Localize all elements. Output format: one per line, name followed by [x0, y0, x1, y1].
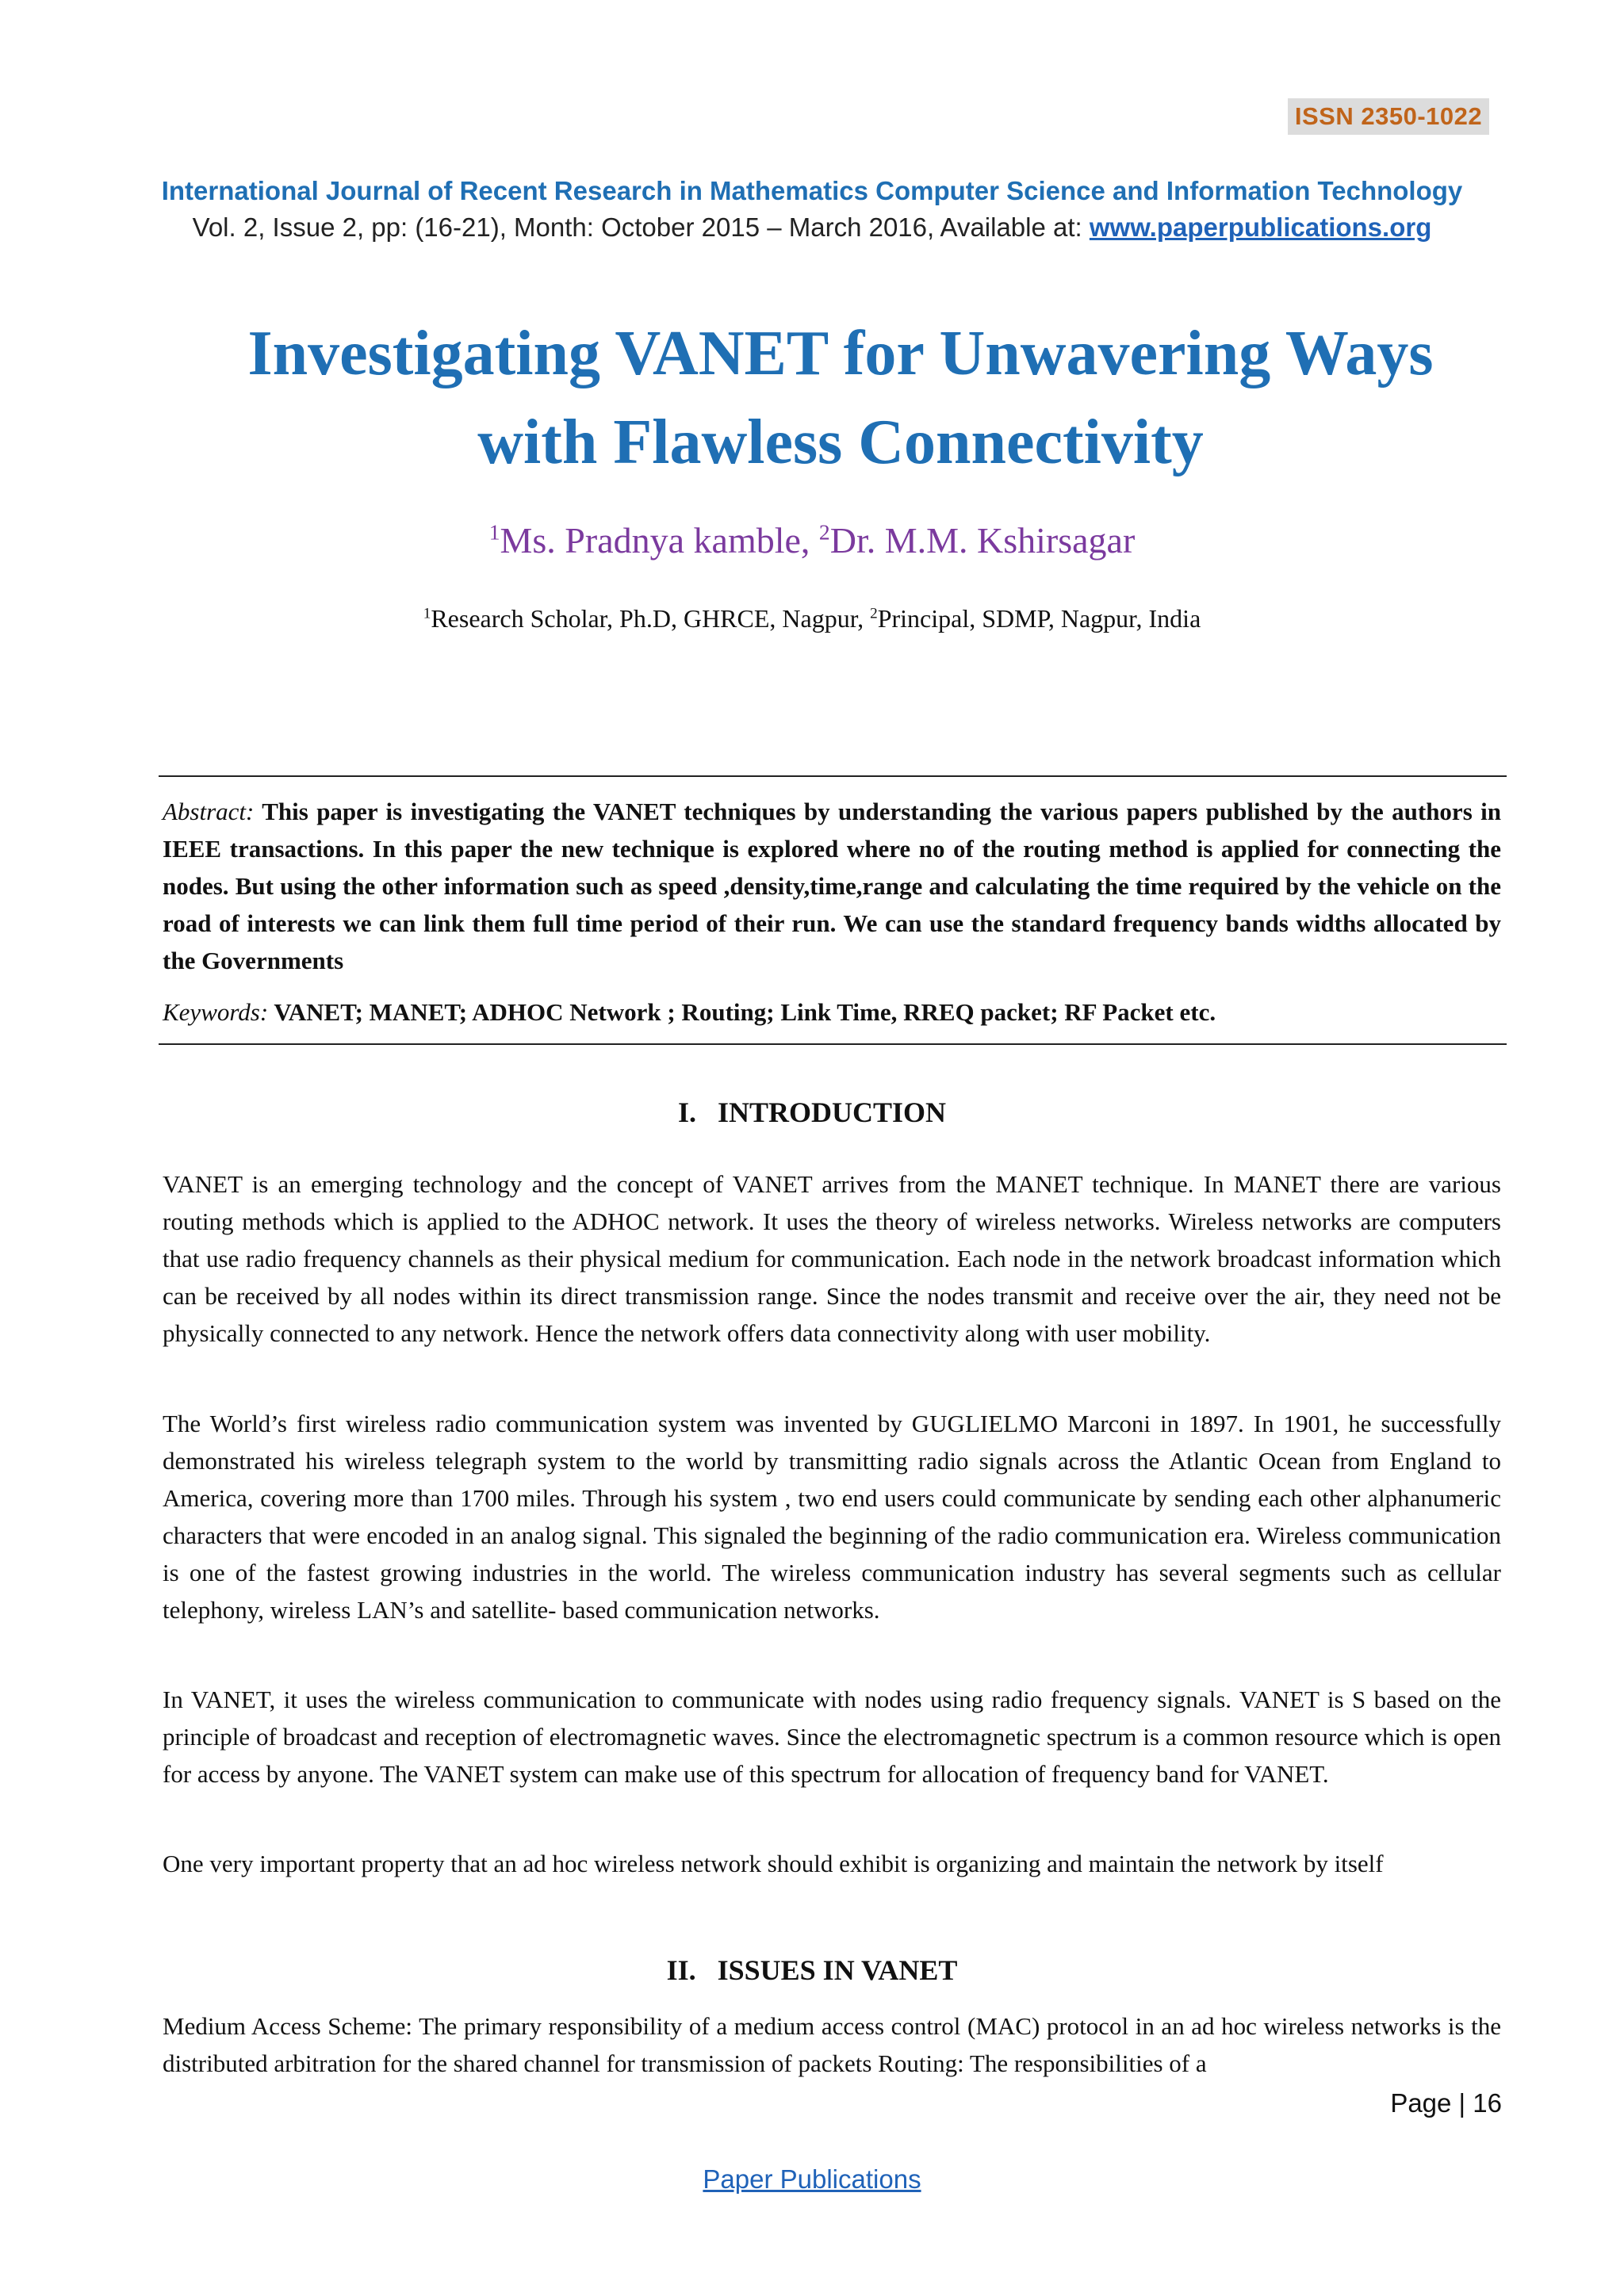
volume-text: Vol. 2, Issue 2, pp: (16-21), Month: October 2015 – March 2016, Available at: [192, 212, 1090, 242]
title-line-1: Investigating VANET for Unwavering Ways [247, 319, 1434, 388]
affil-2-marker: 2 [870, 605, 878, 622]
abstract [163, 793, 1501, 979]
section-heading-introduction: I. INTRODUCTION [677, 1096, 947, 1128]
keywords-text: VANET; MANET; ADHOC Network ; Routing; Link Time, RREQ packet; RF Packet etc. [268, 998, 1216, 1026]
author-1-marker: 1 [488, 519, 500, 545]
intro-paragraph-3: In VANET, it uses the wireless communication to communicate with nodes using radio frequency signals. VANET is S based on the principle of broadcast and reception of electromagnetic waves. Since the electromagnetic spectrum is a common resource which is open for access by anyone. The VANET system can make use of this spectrum for allocation of frequency band for VANET. [163, 1686, 1501, 1788]
abstract-top-rule [159, 775, 1507, 777]
intro-paragraph-1: VANET is an emerging technology and the concept of VANET arrives from the MANET technique. In MANET there are various routing methods which is applied to the ADHOC network. It uses the theory of wireless networks. Wireless networks are computers that use radio frequency channels as their physical medium for communication. Each node in the network broadcast information which can be received by all nodes within its direct transmission range. Since the nodes transmit and receive over the air, they need not be physically connected to any network. Hence the network offers data connectivity along with user mobility. [163, 1170, 1501, 1347]
section-heading-issues: II. ISSUES IN VANET [666, 1954, 958, 1986]
publisher-link[interactable]: Paper Publications [703, 2164, 921, 2194]
affiliations [0, 601, 1624, 636]
website-link[interactable]: www.paperpublications.org [1089, 212, 1432, 242]
affiliation-1: Research Scholar, Ph.D, GHRCE, Nagpur, [431, 604, 871, 633]
volume-info [0, 209, 1624, 246]
journal-title: International Journal of Recent Research in Mathematics Computer Science and Information Technology [161, 176, 1463, 205]
abstract-text: This paper is investigating the VANET techniques by understanding the various papers published by the authors in IEEE transactions. In this paper the new technique is explored where no of the routing method is applied for connecting the nodes. But using the other information such as speed ,density,time,range and calculating the time required by the vehicle on the road of interests we can link them full time period of their run. We can use the standard frequency bands widths allocated by the Governments [163, 798, 1501, 974]
page-number: Page | 16 [1390, 2088, 1502, 2118]
author-2-marker: 2 [818, 519, 830, 545]
affil-1-marker: 1 [423, 605, 431, 622]
authors [0, 515, 1624, 566]
abstract-label: Abstract: [163, 798, 255, 825]
abstract-bottom-rule [159, 1043, 1507, 1045]
title-line-2: with Flawless Connectivity [477, 408, 1204, 477]
intro-paragraph-2: The World’s first wireless radio communication system was invented by GUGLIELMO Marconi in 1897. In 1901, he successfully demonstrated his wireless telegraph system to the world by transmitting radio signals across the Atlantic Ocean from England to America, covering more than 1700 miles. Through his system , two end users could communicate by sending each other alphanumeric characters that were encoded in an analog signal. This signaled the beginning of the radio communication era. Wireless communication is one of the fastest growing industries in the world. The wireless communication industry has several segments such as cellular telephony, wireless LAN’s and satellite- based communication networks. [163, 1410, 1501, 1624]
intro-paragraph-4: One very important property that an ad hoc wireless network should exhibit is organizing and maintain the network by itself [163, 1850, 1384, 1877]
issues-paragraph-1: Medium Access Scheme: The primary responsibility of a medium access control (MAC) protocol in an ad hoc wireless networks is the distributed arbitration for the shared channel for transmission of packets Routing: The responsibilities of a [163, 2012, 1501, 2077]
keywords [163, 993, 1501, 1031]
keywords-label: Keywords: [163, 998, 269, 1026]
affiliation-2: Principal, SDMP, Nagpur, India [877, 604, 1201, 633]
issn-badge: ISSN 2350-1022 [1288, 98, 1489, 135]
author-2: Dr. M.M. Kshirsagar [829, 520, 1136, 561]
paper-title [127, 309, 1554, 487]
author-1: Ms. Pradnya kamble, [500, 520, 819, 561]
